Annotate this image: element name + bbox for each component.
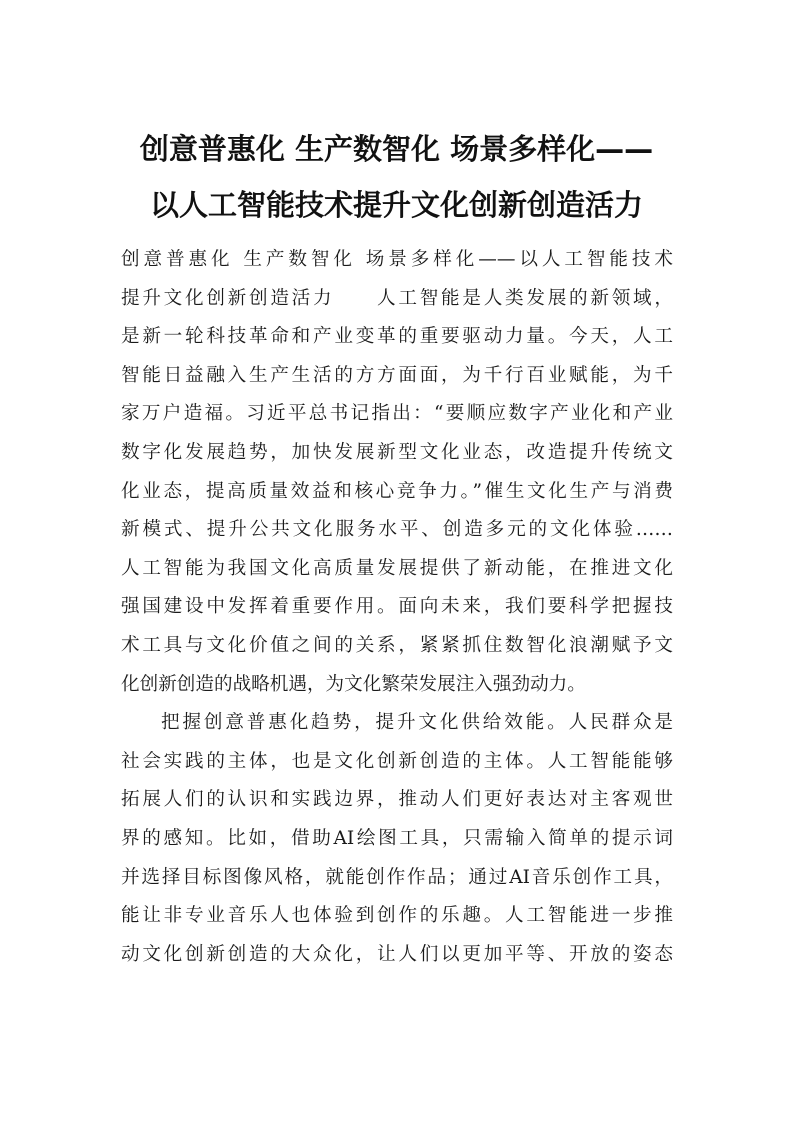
- document-title: [100, 121, 693, 233]
- text-line: 家万户造福。习近平总书记指出：“要顺应数字产业化和产业: [121, 403, 673, 425]
- text-line: 拓展人们的认识和实践边界，推动人们更好表达对主客观世: [121, 789, 673, 811]
- text-line: 人工智能为我国文化高质量发展提供了新动能，在推进文化: [121, 557, 673, 579]
- text-line: 智能日益融入生产生活的方方面面，为千行百业赋能，为千: [121, 364, 673, 386]
- text-line: 创意普惠化 生产数智化 场景多样化——以人工智能技术: [121, 249, 673, 270]
- text-line: 提升文化创新创造活力 人工智能是人类发展的新领域，: [121, 287, 673, 309]
- text-line: 强国建设中发挥着重要作用。面向未来，我们要科学把握技: [121, 596, 673, 618]
- text-line: 化创新创造的战略机遇，为文化繁荣发展注入强劲动力。: [121, 673, 586, 695]
- text-line: 数字化发展趋势，加快发展新型文化业态，改造提升传统文: [121, 441, 673, 463]
- title-line-1: 创意普惠化 生产数智化 场景多样化——: [139, 132, 654, 166]
- text-line: 术工具与文化价值之间的关系，紧紧抓住数智化浪潮赋予文: [121, 634, 673, 656]
- text-line: 界的感知。比如，借助AI绘图工具，只需输入简单的提示词: [121, 827, 673, 849]
- paragraph-1: [121, 241, 673, 704]
- text-line: 社会实践的主体，也是文化创新创造的主体。人工智能能够: [121, 750, 673, 772]
- text-line: 是新一轮科技革命和产业变革的重要驱动力量。今天，人工: [121, 326, 673, 348]
- text-line: 并选择目标图像风格，就能创作作品；通过AI音乐创作工具，: [121, 866, 673, 888]
- text-line: 动文化创新创造的大众化，让人们以更加平等、开放的姿态: [121, 943, 673, 965]
- text-line: 化业态，提高质量效益和核心竞争力。”催生文化生产与消费: [121, 480, 673, 502]
- text-line: 新模式、提升公共文化服务水平、创造多元的文化体验……: [121, 519, 673, 541]
- title-line-2: 以人工智能技术提升文化创新创造活力: [149, 188, 643, 222]
- paragraph-2: [121, 704, 673, 974]
- document-body: [121, 241, 673, 974]
- text-line: 把握创意普惠化趋势，提升文化供给效能。人民群众是: [161, 712, 673, 734]
- text-line: 能让非专业音乐人也体验到创作的乐趣。人工智能进一步推: [121, 905, 673, 927]
